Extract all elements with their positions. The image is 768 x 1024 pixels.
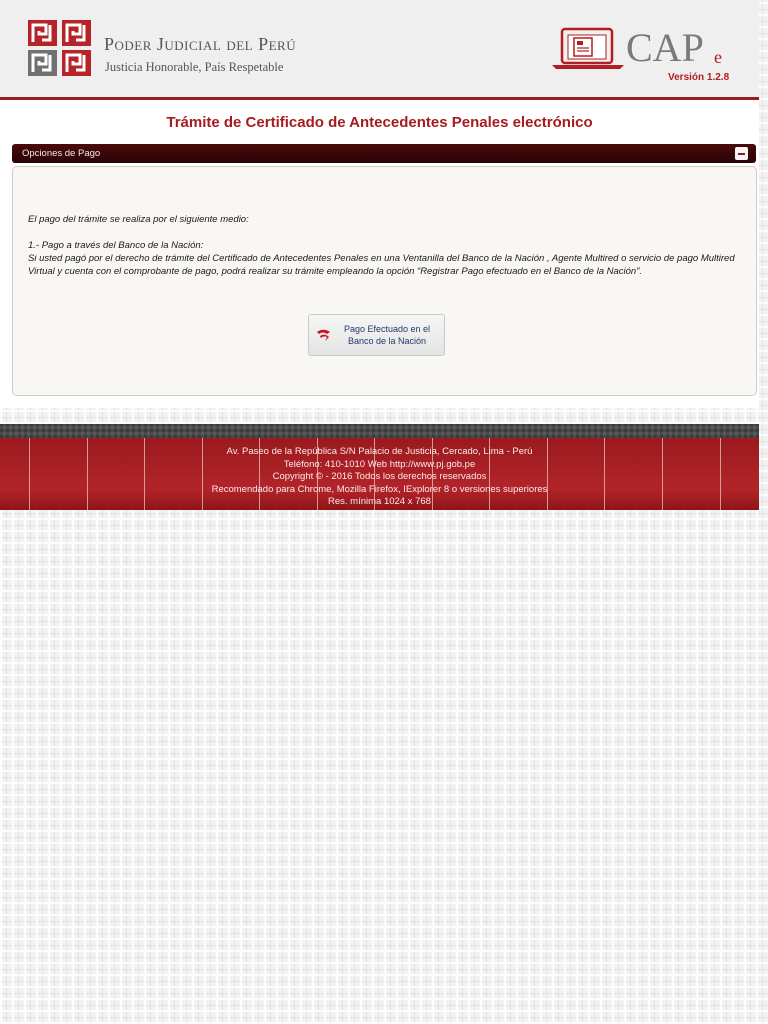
app-name: CAP <box>626 25 704 70</box>
poder-judicial-logo <box>28 20 92 76</box>
footer-contact: Teléfono: 410-1010 Web http://www.pj.gob.pe <box>283 458 476 470</box>
footer-text <box>0 446 759 509</box>
version-label: Versión 1.2.8 <box>668 72 730 83</box>
panel-header-label: Opciones de Pago <box>22 148 101 159</box>
page-title: Trámite de Certificado de Antecedentes Penales electrónico <box>166 114 593 131</box>
pago-button-label-line2: Banco de la Nación <box>347 336 427 346</box>
footer-address: Av. Paseo de la República S/N Palacio de Justicia, Cercado, Lima - Perú <box>226 446 533 457</box>
payment-instructions <box>28 213 743 278</box>
pago-button-label <box>333 323 441 347</box>
footer <box>0 438 759 510</box>
main-content <box>0 100 759 408</box>
footer-browser-recommendation: Recomendado para Chrome, Mozilla Firefox, IExplorer 8 o versiones superiores <box>211 483 548 495</box>
header <box>0 0 759 97</box>
payment-options-panel-header[interactable] <box>12 144 756 163</box>
payment-intro: El pago del trámite se realiza por el siguiente medio: <box>28 214 249 225</box>
laptop-document-icon <box>552 27 626 71</box>
footer-decorative-border <box>0 424 759 438</box>
footer-resolution: Res. mínima 1024 x 768 <box>328 496 431 507</box>
payment-options-panel <box>12 166 757 396</box>
collapse-icon[interactable] <box>735 147 748 160</box>
pago-banco-nacion-button[interactable] <box>308 314 445 356</box>
payment-option-title: 1.- Pago a través del Banco de la Nación: <box>28 240 204 251</box>
banco-nacion-icon <box>315 326 333 344</box>
org-name: Poder Judicial del Perú <box>104 34 297 54</box>
pago-button-label-line1: Pago Efectuado en el <box>343 324 431 334</box>
app-name-suffix: e <box>714 47 722 67</box>
footer-copyright: Copyright © - 2016 Todos los derechos reservados <box>272 471 487 482</box>
payment-option-text: Si usted pagó por el derecho de trámite del Certificado de Antecedentes Penales en una Ventanilla del Banco de la Nación , Agente Multired o servicio de pago Multired Virtual y cuenta con el comprobante de pago, podrá realizar su trámite empleando la opción “Registrar Pago efectuado en el Banco de la Nación”. <box>28 253 735 277</box>
org-tagline: Justicia Honorable, País Respetable <box>105 60 284 74</box>
